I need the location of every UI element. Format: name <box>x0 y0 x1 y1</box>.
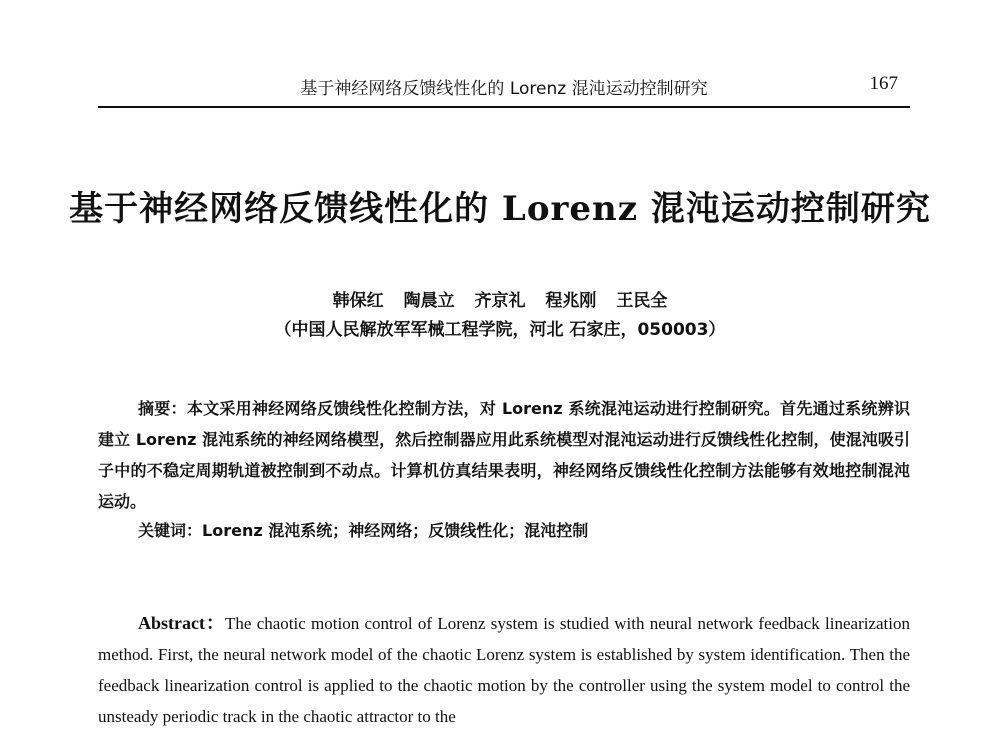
chinese-keywords <box>138 518 588 541</box>
affiliation: （中国人民解放军军械工程学院，河北 石家庄，050003） <box>274 320 726 340</box>
running-header <box>98 70 910 108</box>
author-list: 韩保红 陶晨立 齐京礼 程兆刚 王民全 <box>332 291 668 311</box>
paper-title: 基于神经网络反馈线性化的 Lorenz 混沌运动控制研究 <box>69 189 931 229</box>
english-abstract-label: Abstract： <box>138 613 226 633</box>
english-abstract-text: The chaotic motion control of Lorenz system is studied with neural network feedback linearization method. First, the neural network model of the chaotic Lorenz system is established by system identification. Then the feedback linearization control is applied to the chaotic motion by the controller using the system model to control the unsteady periodic track in the chaotic attractor to the <box>98 614 910 726</box>
running-title: 基于神经网络反馈线性化的 Lorenz 混沌运动控制研究 <box>300 79 708 99</box>
page-number: 167 <box>869 73 898 94</box>
chinese-abstract-text: 本文采用神经网络反馈线性化控制方法，对 Lorenz 系统混沌运动进行控制研究。首先通过系统辨识建立 Lorenz 混沌系统的神经网络模型，然后控制器应用此系统模型对混沌运动进行反馈线性化控制，使混沌吸引子中的不稳定周期轨道被控制到不动点。计算机仿真结果表明，神经网络反馈线性化控制方法能够有效地控制混沌运动。 <box>98 399 910 511</box>
chinese-keywords-text: Lorenz 混沌系统；神经网络；反馈线性化；混沌控制 <box>202 521 589 540</box>
chinese-abstract-label: 摘要： <box>138 399 187 418</box>
chinese-keywords-label: 关键词： <box>138 521 203 540</box>
chinese-abstract <box>98 393 910 517</box>
english-abstract <box>98 608 910 732</box>
